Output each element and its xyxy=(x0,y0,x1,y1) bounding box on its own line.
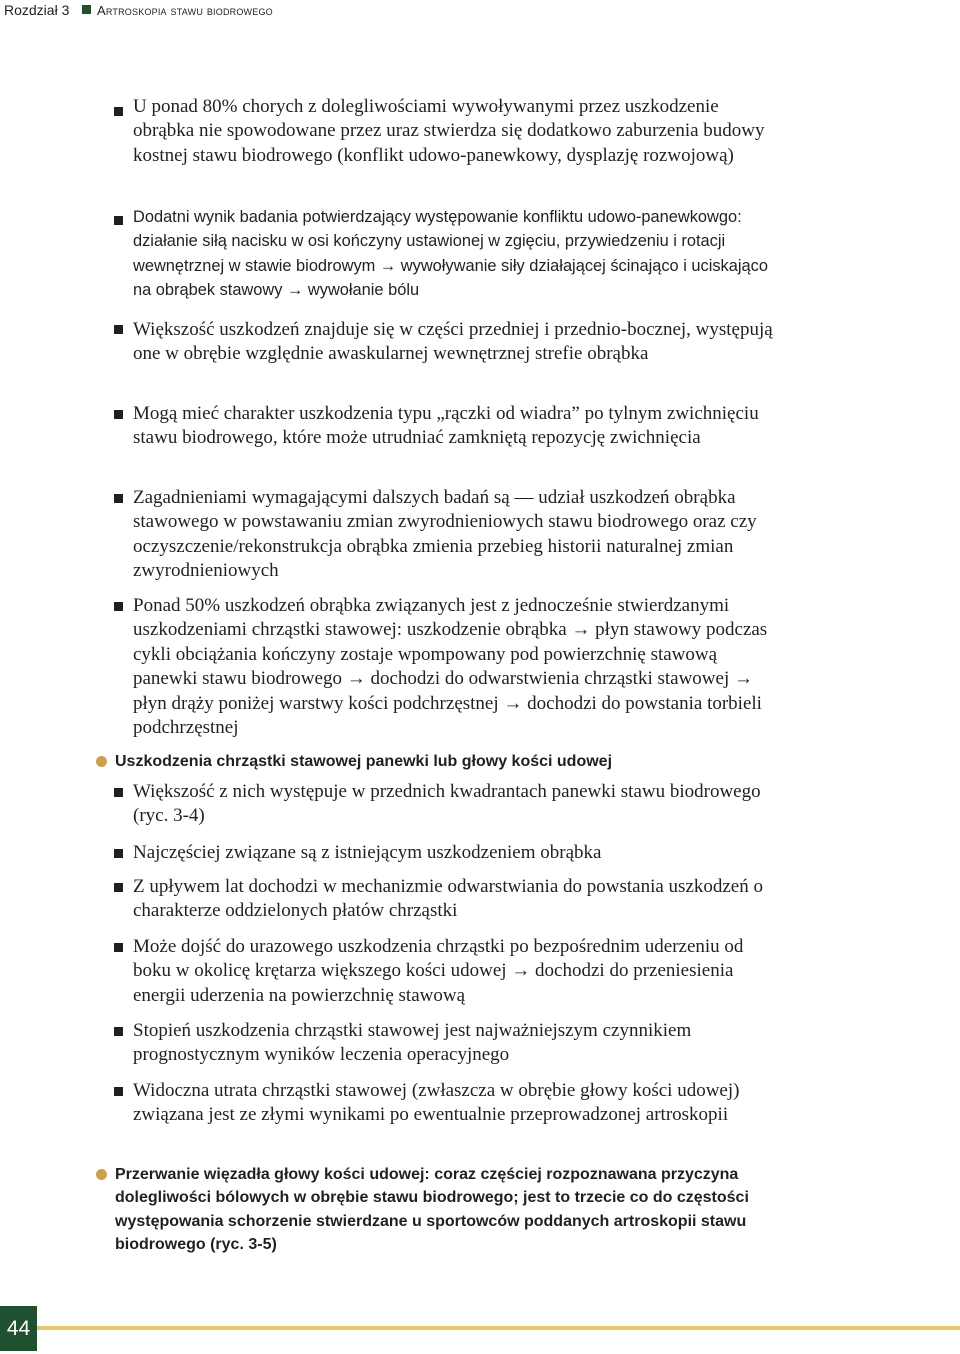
list-item: Większość z nich występuje w przednich kwadrantach panewki stawu biodrowego (ryc. 3-4) xyxy=(133,781,761,827)
list-item: Najczęściej związane są z istniejącym uszkodzeniem obrąbka xyxy=(133,842,602,863)
bullet-square-icon xyxy=(114,849,123,858)
list-item: U ponad 80% chorych z dolegliwościami wywoływanymi przez uszkodzenie obrąbka nie spowodowane przez uraz stwierdza się dodatkowo zaburzenia budowy kostnej stawu biodrowego (konflikt udowo-panewkowy, dysplazję rozwojową) xyxy=(133,96,765,166)
bullet-square-icon xyxy=(114,788,123,797)
bullet-square-icon xyxy=(114,494,123,503)
bullet-square-icon xyxy=(114,325,123,334)
list-item: Widoczna utrata chrząstki stawowej (zwłaszcza w obrębie głowy kości udowej) związana jest ze złymi wynikami po ewentualnie przeprowadzonej artroskopii xyxy=(133,1080,740,1126)
list-item: Dodatni wynik badania potwierdzający występowanie konfliktu udowo-panewkowgo: działanie siłą nacisku w osi kończyny ustawionej w zgięciu, przywiedzeniu i rotacji wewnętrznej w stawie biodrowym → wywoływanie siły działającej ścinająco i uciskająco na obrąbek stawowy → wywołanie bólu xyxy=(133,208,768,299)
section-bullet-icon xyxy=(96,756,107,767)
bullet-square-icon xyxy=(114,216,123,225)
section-heading: Uszkodzenia chrząstki stawowej panewki lub głowy kości udowej xyxy=(115,753,613,770)
list-item: Z upływem lat dochodzi w mechanizmie odwarstwiania do powstania uszkodzeń o charakterze oddzielonych płatów chrząstki xyxy=(133,876,763,922)
chapter-title: Artroskopia stawu biodrowego xyxy=(97,3,273,18)
chapter-label: Rozdział 3 xyxy=(4,2,70,18)
bullet-square-icon xyxy=(114,1027,123,1036)
footer-rule xyxy=(37,1326,960,1330)
section-bullet-icon xyxy=(96,1169,107,1180)
list-item: Może dojść do urazowego uszkodzenia chrząstki po bezpośrednim uderzeniu od boku w okolicę krętarza większego kości udowej → dochodzi do przeniesienia energii uderzenia na powierzchnię stawową xyxy=(133,936,744,1006)
bullet-square-icon xyxy=(114,107,123,116)
bullet-square-icon xyxy=(114,943,123,952)
list-item: Zagadnieniami wymagającymi dalszych badań są — udział uszkodzeń obrąbka stawowego w powstawaniu zmian zwyrodnieniowych stawu biodrowego oraz czy oczyszczenie/rekonstrukcja obrąbka zmienia przebieg historii naturalnej zmian zwyrodnieniowych xyxy=(133,487,757,582)
list-item: Mogą mieć charakter uszkodzenia typu „rączki od wiadra” po tylnym zwichnięciu stawu biodrowego, które może utrudniać zamkniętą repozycję zwichnięcia xyxy=(133,403,759,449)
bullet-square-icon xyxy=(114,1087,123,1096)
bullet-square-icon xyxy=(114,602,123,611)
list-item: Ponad 50% uszkodzeń obrąbka związanych jest z jednocześnie stwierdzanymi uszkodzeniami chrząstki stawowej: uszkodzenie obrąbka → płyn stawowy podczas cykli obciążania kończyny zostaje wpompowany pod powierzchnię stawową panewki stawu biodrowego → dochodzi do odwarstwienia chrząstki stawowej → płyn drąży poniżej warstwy kości podchrzęstnej → dochodzi do powstania torbieli podchrzęstnej xyxy=(133,595,768,739)
header-square-icon xyxy=(82,5,91,14)
page-number: 44 xyxy=(0,1306,37,1351)
running-header xyxy=(0,0,960,30)
bullet-square-icon xyxy=(114,410,123,419)
section-heading: Przerwanie więzadła głowy kości udowej: coraz częściej rozpoznawana przyczyna dolegliwości bólowych w obrębie stawu biodrowego; jest to trzecie co do częstości występowania schorzenie stwierdzane u sportowców poddanych artroskopii stawu biodrowego (ryc. 3-5) xyxy=(115,1166,749,1254)
list-item: Większość uszkodzeń znajduje się w części przedniej i przednio-bocznej, występują one w obrębie względnie awaskularnej wewnętrznej strefie obrąbka xyxy=(133,319,773,365)
list-item: Stopień uszkodzenia chrząstki stawowej jest najważniejszym czynnikiem prognostycznym wyników leczenia operacyjnego xyxy=(133,1020,692,1066)
bullet-square-icon xyxy=(114,883,123,892)
